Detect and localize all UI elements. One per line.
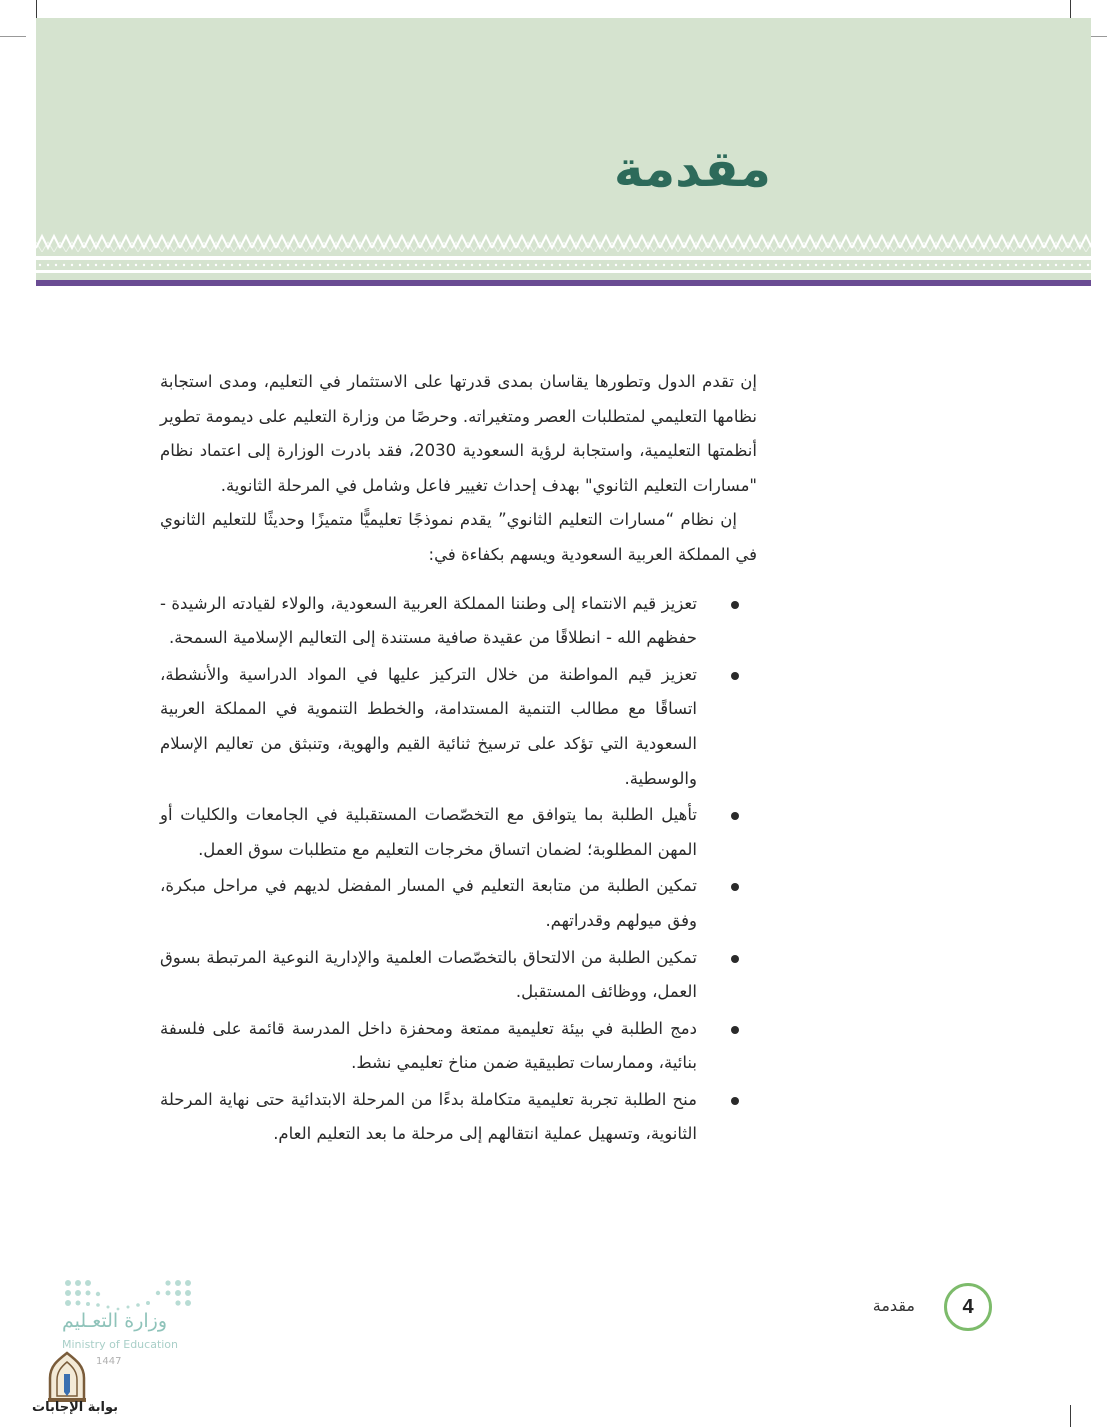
- main-content: [160, 365, 757, 1154]
- crop-mark: [1070, 1405, 1071, 1427]
- page-number: 4: [944, 1283, 992, 1331]
- zigzag-ornament: [36, 232, 1091, 280]
- intro-paragraph: إن تقدم الدول وتطورها يقاسان بمدى قدرتها على الاستثمار في التعليم، ومدى استجابة نظامها التعليمي لمتطلبات العصر ومتغيراته. وحرصًا من وزارة التعليم على ديمومة تطوير أنظمتها التعليمية، واستجابة لرؤية السعودية 2030، فقد بادرت الوزارة إلى اعتماد نظام "مسارات التعليم الثانوي" بهدف إحداث تغيير فاعل وشامل في المرحلة الثانوية.: [160, 372, 757, 495]
- list-item: تعزيز قيم الانتماء إلى وطننا المملكة العربية السعودية، والولاء لقيادته الرشيدة - حفظهم الله - انطلاقًا من عقيدة صافية مستندة إلى التعاليم الإسلامية السمحة.: [160, 587, 697, 656]
- ministry-name-en: Ministry of Education: [62, 1338, 179, 1351]
- ministry-year: 1447: [96, 1356, 122, 1367]
- list-item: تأهيل الطلبة بما يتوافق مع التخصّصات المستقبلية في الجامعات والكليات أو المهن المطلوبة؛ لضمان اتساق مخرجات التعليم مع متطلبات سوق العمل.: [160, 798, 697, 867]
- goals-list: [160, 587, 757, 1153]
- mosque-lantern-icon: [40, 1350, 94, 1404]
- list-item: دمج الطلبة في بيئة تعليمية ممتعة ومحفزة داخل المدرسة قائمة على فلسفة بنائية، وممارسات تطبيقية ضمن مناخ تعليمي نشط.: [160, 1012, 697, 1081]
- list-item: تمكين الطلبة من الالتحاق بالتخصّصات العلمية والإدارية النوعية المرتبطة بسوق العمل، ووظائف المستقبل.: [160, 941, 697, 1010]
- list-item: تعزيز قيم المواطنة من خلال التركيز عليها في المواد الدراسية والأنشطة، اتساقًا مع مطالب التنمية المستدامة، والخطط التنموية في المملكة العربية السعودية التي تؤكد على ترسيخ ثنائية القيم والهوية، وتنبثق من تعاليم الإسلام والوسطية.: [160, 658, 697, 796]
- list-item: منح الطلبة تجربة تعليمية متكاملة بدءًا من المرحلة الابتدائية حتى نهاية المرحلة الثانوية، وتسهيل عملية انتقالهم إلى مرحلة ما بعد التعليم العام.: [160, 1083, 697, 1152]
- portal-name: بوابة الإجابات: [32, 1400, 118, 1415]
- intro-paragraph: إن نظام “مسارات التعليم الثانوي” يقدم نموذجًا تعليميًّا متميزًا وحديثًا للتعليم الثانوي في المملكة العربية السعودية ويسهم بكفاءة في:: [160, 510, 757, 564]
- page-title: مقدمة: [613, 140, 771, 198]
- header-divider: [36, 280, 1091, 286]
- section-label: مقدمة: [872, 1296, 915, 1315]
- ministry-name-ar: وزارة التعـليم: [62, 1310, 168, 1332]
- crop-mark: [0, 36, 26, 37]
- list-item: تمكين الطلبة من متابعة التعليم في المسار المفضل لديهم في مراحل مبكرة، وفق ميولهم وقدراتهم.: [160, 869, 697, 938]
